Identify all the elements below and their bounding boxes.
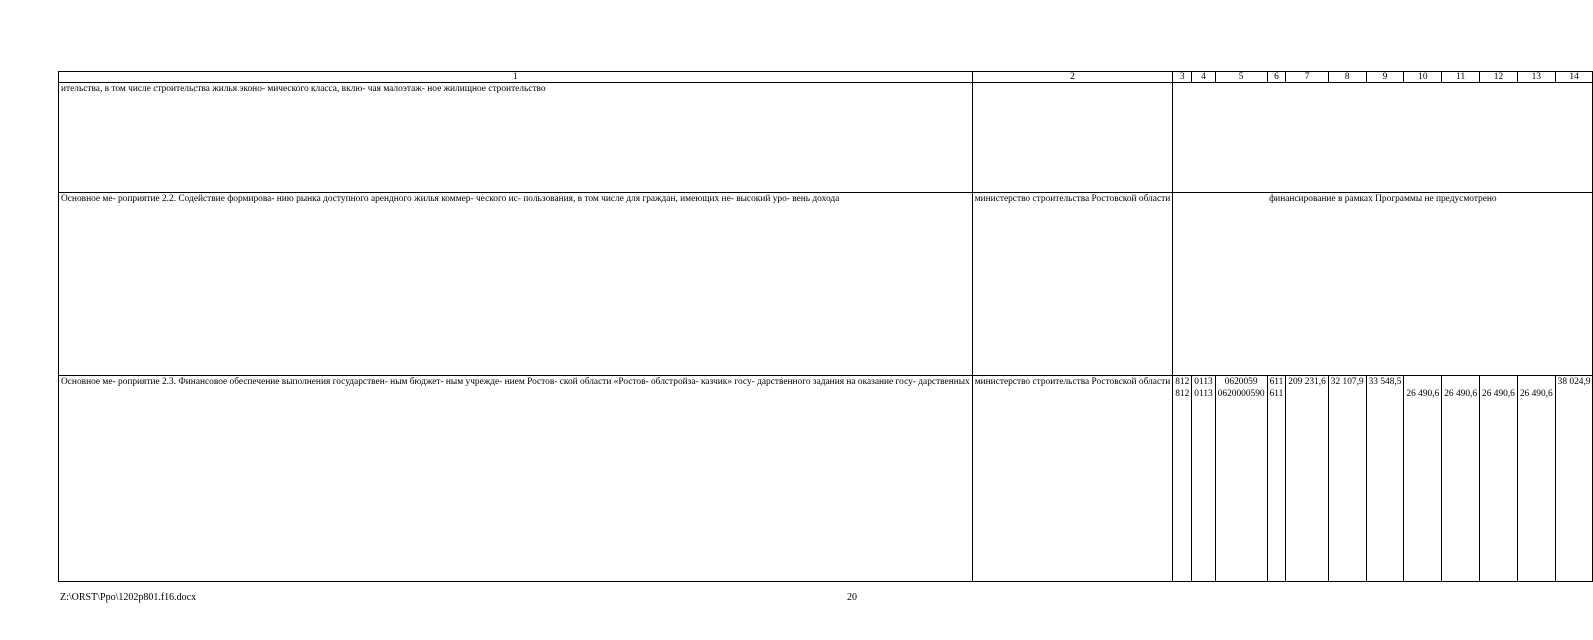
activity-name-cell: Основное ме- роприятие 2.3. Финансовое обеспечение выполнения государствен- ным бюджет- ным учрежде- нием Ростов- ской области «Ростов- облстройза- казчик» госу- дарственного задания на оказание госу- дарственных [59, 376, 973, 582]
rzpr-code: 0113 [1194, 377, 1213, 387]
col-header-8: 8 [1328, 72, 1366, 83]
csr-code: 0620000590 [1217, 389, 1265, 400]
col-header-2: 2 [972, 72, 1173, 83]
rzpr-code: 0113 [1194, 389, 1213, 400]
year-amount-cell: 26 490,6 [1404, 376, 1442, 582]
col-header-13: 13 [1517, 72, 1555, 83]
csr-cell [1215, 376, 1267, 582]
financing-note: финансирование в рамках Программы не предусмотрено [1173, 193, 1593, 376]
col-header-10: 10 [1404, 72, 1442, 83]
col-header-3: 3 [1173, 72, 1192, 83]
col-header-5: 5 [1215, 72, 1267, 83]
csr-code: 0620059 [1224, 377, 1258, 387]
table-row [59, 83, 1593, 193]
activity-name-cell: Основное ме- роприятие 2.2. Содействие формирова- нию рынка доступного арендного жилья коммер- ческого ис- пользования, в том числе для граждан, имеющих не- высокий уро- вень дохода [59, 193, 973, 376]
col-header-4: 4 [1192, 72, 1215, 83]
footer-file-path: Z:\ORST\Ppo\1202p801.f16.docx [60, 592, 197, 603]
activity-name-cell: ительства, в том числе строительства жилья эконо- мического класса, вклю- чая малоэтаж- ное жилищное строительство [59, 83, 973, 193]
year-amount-cell: 33 548,5 [1366, 376, 1404, 582]
table-row [59, 376, 1593, 582]
grbs-code: 812 [1175, 389, 1190, 400]
rzpr-cell [1192, 376, 1215, 582]
column-number-header [59, 72, 1593, 83]
year-amount-cell: 38 024,9 [1555, 376, 1593, 582]
grbs-code: 812 [1175, 377, 1190, 387]
table-row [59, 193, 1593, 376]
col-header-11: 11 [1442, 72, 1480, 83]
col-header-9: 9 [1366, 72, 1404, 83]
vr-cell [1267, 376, 1286, 582]
col-header-6: 6 [1267, 72, 1286, 83]
col-header-1: 1 [59, 72, 973, 83]
vr-code: 611 [1269, 389, 1284, 400]
executor-cell: министерство строительства Ростовской области [972, 193, 1173, 376]
program-table [58, 71, 1593, 582]
executor-cell [972, 83, 1173, 193]
total-amount-cell: 209 231,6 [1286, 376, 1329, 582]
col-header-14: 14 [1555, 72, 1593, 83]
vr-code: 611 [1269, 377, 1284, 387]
grbs-cell [1173, 376, 1192, 582]
year-amount-cell: 32 107,9 [1328, 376, 1366, 582]
col-header-7: 7 [1286, 72, 1329, 83]
year-amount-cell: 26 490,6 [1480, 376, 1518, 582]
financing-cells [1173, 83, 1593, 193]
year-amount-cell: 26 490,6 [1517, 376, 1555, 582]
page-number: 20 [847, 592, 857, 603]
executor-cell: министерство строительства Ростовской области [972, 376, 1173, 582]
year-amount-cell: 26 490,6 [1442, 376, 1480, 582]
col-header-12: 12 [1480, 72, 1518, 83]
